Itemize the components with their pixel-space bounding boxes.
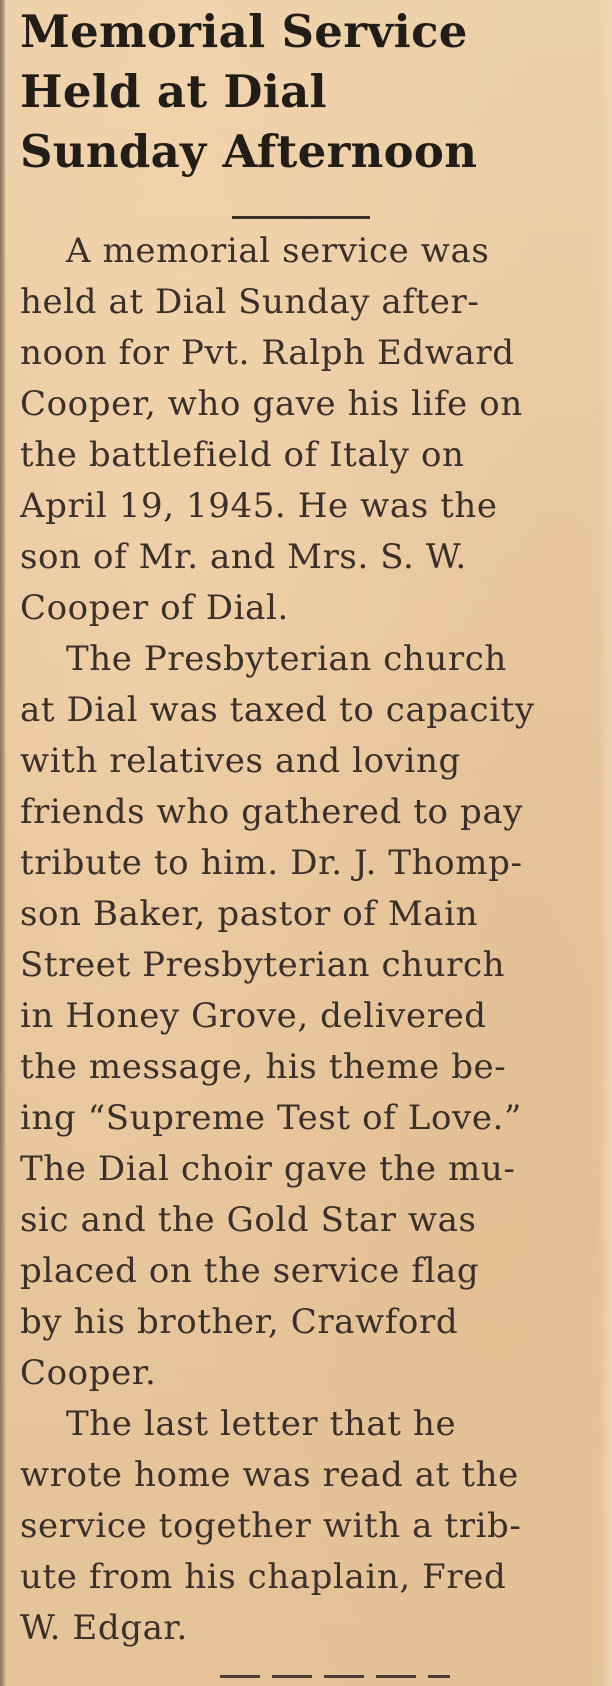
headline-line: Memorial Service xyxy=(20,5,468,58)
paragraph-3 xyxy=(20,1399,612,1654)
text-line: ute from his chaplain, Fred xyxy=(20,1557,507,1597)
text-line: the battlefield of Italy on xyxy=(20,435,465,475)
text-line: A memorial service was xyxy=(66,231,490,271)
text-line: The last letter that he xyxy=(66,1404,457,1444)
text-line: Street Presbyterian church xyxy=(20,945,506,985)
text-line: The Dial choir gave the mu- xyxy=(20,1149,516,1189)
text-line: service together with a trib- xyxy=(20,1506,522,1546)
text-line: ing “Supreme Test of Love.” xyxy=(20,1098,522,1138)
text-line: The Presbyterian church xyxy=(66,639,507,679)
text-line: tribute to him. Dr. J. Thomp- xyxy=(20,843,523,883)
text-line: Cooper. xyxy=(20,1353,157,1393)
text-line: Cooper of Dial. xyxy=(20,588,289,628)
text-line: W. Edgar. xyxy=(20,1608,188,1648)
text-line: by his brother, Crawford xyxy=(20,1302,459,1342)
text-line: noon for Pvt. Ralph Edward xyxy=(20,333,515,373)
article-body xyxy=(20,226,612,1654)
closing-rule xyxy=(220,1675,450,1678)
headline-line: Sunday Afternoon xyxy=(20,125,478,178)
text-line: the message, his theme be- xyxy=(20,1047,507,1087)
text-line: wrote home was read at the xyxy=(20,1455,519,1495)
paragraph-1 xyxy=(20,226,612,634)
text-line: Cooper, who gave his life on xyxy=(20,384,523,424)
text-line: in Honey Grove, delivered xyxy=(20,996,487,1036)
text-line: friends who gathered to pay xyxy=(20,792,524,832)
headline xyxy=(20,2,580,182)
paragraph-2 xyxy=(20,634,612,1399)
column-rule xyxy=(0,0,6,1686)
text-line: son of Mr. and Mrs. S. W. xyxy=(20,537,467,577)
text-line: sic and the Gold Star was xyxy=(20,1200,477,1240)
headline-divider xyxy=(232,216,370,219)
text-line: with relatives and loving xyxy=(20,741,461,781)
text-line: at Dial was taxed to capacity xyxy=(20,690,535,730)
text-line: son Baker, pastor of Main xyxy=(20,894,479,934)
text-line: placed on the service flag xyxy=(20,1251,480,1291)
text-line: held at Dial Sunday after- xyxy=(20,282,480,322)
headline-line: Held at Dial xyxy=(20,65,327,118)
text-line: April 19, 1945. He was the xyxy=(20,486,498,526)
